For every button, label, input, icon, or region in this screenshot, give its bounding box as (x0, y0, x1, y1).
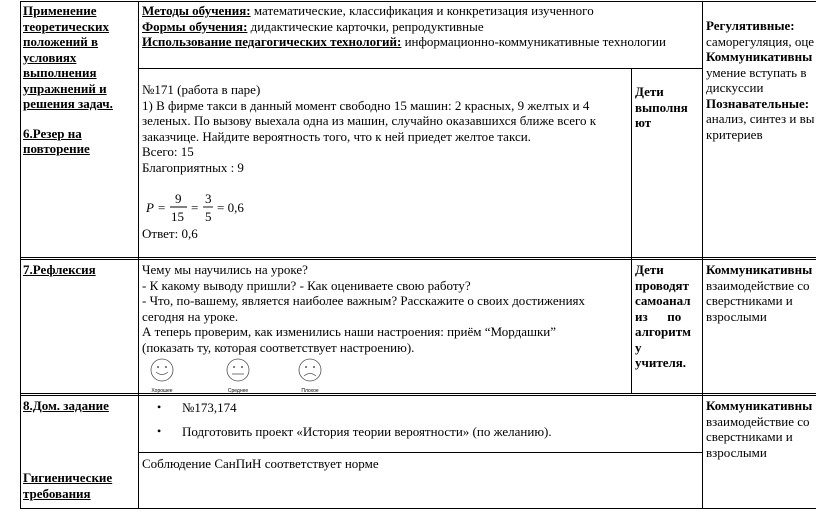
row2-bottom-border (20, 393, 816, 396)
col3-divider (631, 68, 632, 393)
row1-student-action (635, 84, 701, 254)
student-action-line: учителя. (635, 355, 687, 370)
happy-face-icon[interactable] (151, 359, 173, 394)
uud-communicative-label: Коммуникативны (706, 262, 813, 277)
neutral-face-icon[interactable] (227, 359, 249, 394)
reflection-line: - Что, по-вашему, является наиболее важным? Расскажите о своих достижениях (142, 293, 586, 308)
formula-equals: = (158, 200, 166, 215)
technologies-text: информационно-коммуникативные технологии (401, 34, 666, 49)
row1-bottom-border (20, 257, 816, 260)
reflection-line: (показать ту, которая соответствует настроению). (142, 339, 415, 355)
happy-face-label: Хорошее (151, 388, 173, 394)
hygiene-stage-title: Гигиенические (23, 470, 113, 485)
stage-title-line: Применение (23, 3, 97, 18)
student-action-line: Дети (635, 84, 664, 99)
stage-title-line: выполнения (23, 65, 97, 80)
uud-cognitive-label: Познавательные: (706, 95, 810, 111)
uud-communicative-text: взаимодействие со (706, 277, 810, 293)
student-action-line: ют (635, 115, 652, 130)
stage-number-line: повторение (23, 141, 90, 156)
methods-text: математические, классификация и конкретизация изученного (250, 3, 594, 18)
reflection-line: - К какому выводу пришли? - Как оцениваете свою работу? (142, 277, 471, 293)
formula-denominator-2: 5 (205, 209, 212, 224)
formula-numerator-1: 9 (175, 191, 182, 206)
sad-face-icon[interactable] (299, 359, 321, 394)
bullet-icon: • (157, 400, 162, 414)
homework-task: №173,174 (182, 400, 237, 415)
table-left-border (20, 1, 21, 509)
student-action-line: из по (635, 308, 682, 324)
favorable-count: Благоприятных : 9 (142, 159, 244, 175)
answer-cell (142, 226, 630, 246)
uud-communicative-text: умение вступать в (706, 64, 807, 80)
student-action-line: у (635, 339, 642, 355)
table-top-border (20, 1, 816, 2)
stage-title-line: теоретических (23, 18, 110, 34)
row1-uud-cell (706, 18, 816, 254)
list-item (142, 400, 700, 416)
col1-divider (138, 1, 139, 509)
uud-regulatory-text: саморегуляция, оце (706, 33, 815, 49)
reflection-stage-title: 7.Рефлексия (23, 262, 96, 277)
uud-regulatory-label: Регулятивные: (706, 18, 795, 33)
student-action-line: выполня (635, 99, 688, 115)
student-action-line: Дети (635, 262, 664, 277)
methods-cell (142, 3, 700, 67)
hygiene-stage-title: требования (23, 485, 91, 501)
stage-number-line: 6.Резер на (23, 125, 82, 141)
hygiene-cell (142, 456, 700, 476)
row1-inner-divider (138, 68, 702, 69)
student-action-line: алгоритм (635, 324, 691, 339)
formula-denominator-1: 15 (171, 209, 184, 224)
col4-divider (702, 1, 703, 509)
formula-p: P (146, 200, 154, 215)
probability-formula (146, 188, 256, 228)
uud-communicative-label: Коммуникативны (706, 398, 813, 413)
task-line: 1) В фирме такси в данный момент свободно 15 машин: 2 красных, 9 желтых и 4 (142, 97, 590, 113)
row3-stage-cell (23, 398, 136, 450)
forms-text: дидактические карточки, репродуктивные (247, 18, 484, 34)
row3-uud-cell (706, 398, 816, 506)
uud-communicative-text: сверстниками и (706, 429, 793, 444)
homework-cell (142, 400, 700, 450)
uud-cognitive-text: критериев (706, 126, 763, 142)
stage-title-line: упражнений и (23, 80, 107, 96)
task-line: зеленых. По вызову выехала одна из машин, случайно оказавшихся ближе всего к (142, 113, 597, 128)
row1-stage-cell (23, 3, 136, 255)
stage-title-line: условиях (23, 49, 77, 65)
mood-faces (146, 356, 346, 396)
uud-cognitive-text: анализ, синтез и вы (706, 111, 815, 126)
row3-bottom-border (138, 452, 702, 453)
answer-text: Ответ: 0,6 (142, 226, 198, 241)
table-bottom-border (20, 508, 816, 509)
hygiene-text: Соблюдение СанПиН соответствует норме (142, 456, 379, 471)
bullet-icon: • (157, 423, 162, 438)
total-count: Всего: 15 (142, 144, 194, 159)
student-action-line: самоанал (635, 293, 691, 308)
reflection-line: Чему мы научились на уроке? (142, 262, 308, 277)
homework-stage-title: 8.Дом. задание (23, 398, 109, 413)
sad-face-label: Плохое (301, 388, 319, 394)
uud-communicative-text: взаимодействие со (706, 413, 810, 429)
uud-communicative-text: взрослыми (706, 308, 767, 324)
formula-equals-2: = (191, 200, 199, 215)
forms-label: Формы обучения: (142, 18, 248, 34)
uud-communicative-label: Коммуникативны (706, 49, 813, 64)
methods-label: Методы обучения: (142, 3, 251, 18)
task-line: заказчице. Найдите вероятность того, что к ней приедет желтое такси. (142, 128, 531, 144)
formula-result: = 0,6 (217, 200, 244, 215)
stage-title-line: положений в (23, 34, 99, 49)
uud-communicative-text: взрослыми (706, 444, 767, 460)
technologies-label: Использование педагогических технологий: (142, 34, 402, 49)
student-action-line: проводят (635, 277, 689, 293)
homework-task: Подготовить проект «История теории вероятности» (по желанию). (182, 423, 552, 439)
stage-title-line: решения задач. (23, 96, 113, 111)
row2-uud-cell (706, 262, 816, 390)
reflection-line: А теперь проверим, как изменились наши настроения: приём “Мордашки” (142, 324, 557, 339)
task-title: №171 (работа в паре) (142, 82, 261, 97)
uud-communicative-text: сверстниками и (706, 293, 793, 308)
reflection-cell (142, 262, 630, 358)
row2-student-action (635, 262, 701, 390)
row4-stage-cell (23, 470, 136, 506)
homework-list (142, 400, 700, 439)
list-item (142, 424, 700, 440)
uud-communicative-text: дискуссии (706, 80, 764, 95)
formula-numerator-2: 3 (205, 191, 212, 206)
reflection-line: сегодня на уроке. (142, 308, 239, 324)
row2-stage-cell (23, 262, 136, 390)
neutral-face-label: Среднее (227, 388, 249, 394)
